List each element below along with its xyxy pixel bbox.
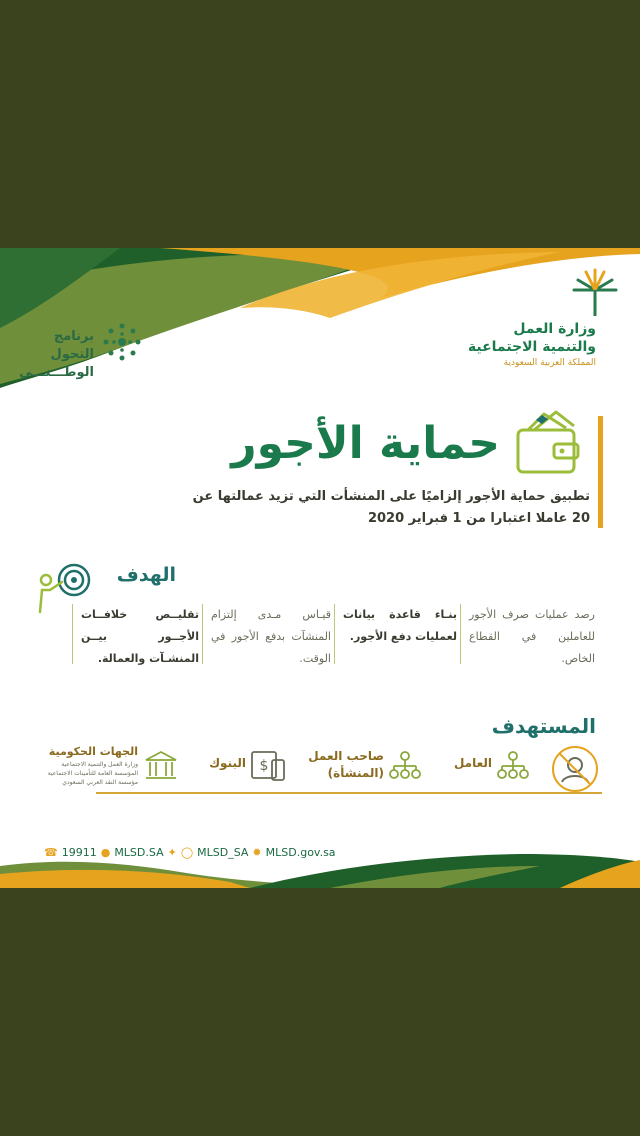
goal-item-4: تقليــص خلافــات الأجــور بيــن المنشـآت والعمالة. <box>72 604 199 664</box>
wallet-icon <box>514 408 584 478</box>
employer-line-2: (المنشأة) <box>327 766 384 780</box>
gov-heading: الجهات الحكومية <box>48 745 138 758</box>
employer-label <box>304 748 384 782</box>
gov-line-3: مؤسسة النقد العربي السعودي <box>62 779 138 786</box>
ministry-palm-emblem <box>568 268 622 318</box>
instagram-icon: ◯ <box>180 845 194 859</box>
intro-text <box>190 486 590 530</box>
vision-program-emblem <box>100 320 144 364</box>
title-accent-bar <box>598 416 603 528</box>
website-link[interactable]: MLSD.gov.sa <box>265 845 336 859</box>
intro-line-2: 20 عاملا اعتبارا من 1 فبراير 2020 <box>367 511 590 526</box>
snapchat-icon: ● <box>100 845 111 859</box>
banks-icon <box>250 750 286 782</box>
employer-line-1: صاحب العمل <box>308 749 384 763</box>
government-building-icon <box>144 750 178 782</box>
ministry-text <box>440 320 596 370</box>
worker-label: العامل <box>453 756 492 770</box>
goal-item-2: بنـاء قاعدة بيانات لعمليات دفع الأجور. <box>334 604 457 664</box>
ministry-line-3: المملكة العربية السعودية <box>503 358 596 368</box>
worker-group-icon <box>496 750 530 782</box>
twitter-icon: ✦ <box>167 845 177 859</box>
bottom-waves-decoration <box>0 845 640 888</box>
targeted-divider <box>96 792 602 794</box>
vision-line-2: الوطـــنـــي <box>19 365 94 380</box>
snapchat-handle[interactable]: MLSD.SA <box>114 845 164 859</box>
goal-item-1: رصد عمليات صرف الأجور للعاملين في القطاع الخاص. <box>460 604 595 664</box>
employer-group-icon <box>388 750 422 782</box>
website-icon: ✹ <box>252 845 262 859</box>
phone-number[interactable]: 19911 <box>61 845 97 859</box>
ministry-line-1: وزارة العمل <box>513 321 596 337</box>
intro-line-1: تطبيق حماية الأجور إلزاميًا على المنشأت التي تزيد عمالتها عن <box>192 489 590 504</box>
gov-line-1: وزارة العمل والتنمية الاجتماعية <box>61 761 138 768</box>
goal-heading: الهدف <box>116 564 176 586</box>
infographic-card <box>0 248 640 888</box>
page-title: حماية الأجور <box>231 418 500 469</box>
goal-item-3: قيـاس مـدى إلتزام المنشآت بدفع الأجور في الوقت. <box>202 604 331 664</box>
gov-line-2: المؤسسة العامة للتأمينات الاجتماعية <box>47 770 138 777</box>
banks-label: البنوك <box>209 756 246 770</box>
svg-text:$: $ <box>259 758 269 774</box>
vision-line-1: برنامج التحول <box>50 329 94 362</box>
instagram-handle[interactable]: MLSD_SA <box>197 845 249 859</box>
targeted-heading: المستهدف <box>491 714 596 738</box>
ministry-line-2: والتنمية الاجتماعية <box>467 339 596 355</box>
worker-icon <box>550 744 600 794</box>
vision-program-text <box>18 328 94 382</box>
government-entities <box>28 744 138 787</box>
phone-icon: ☎ <box>44 845 58 859</box>
